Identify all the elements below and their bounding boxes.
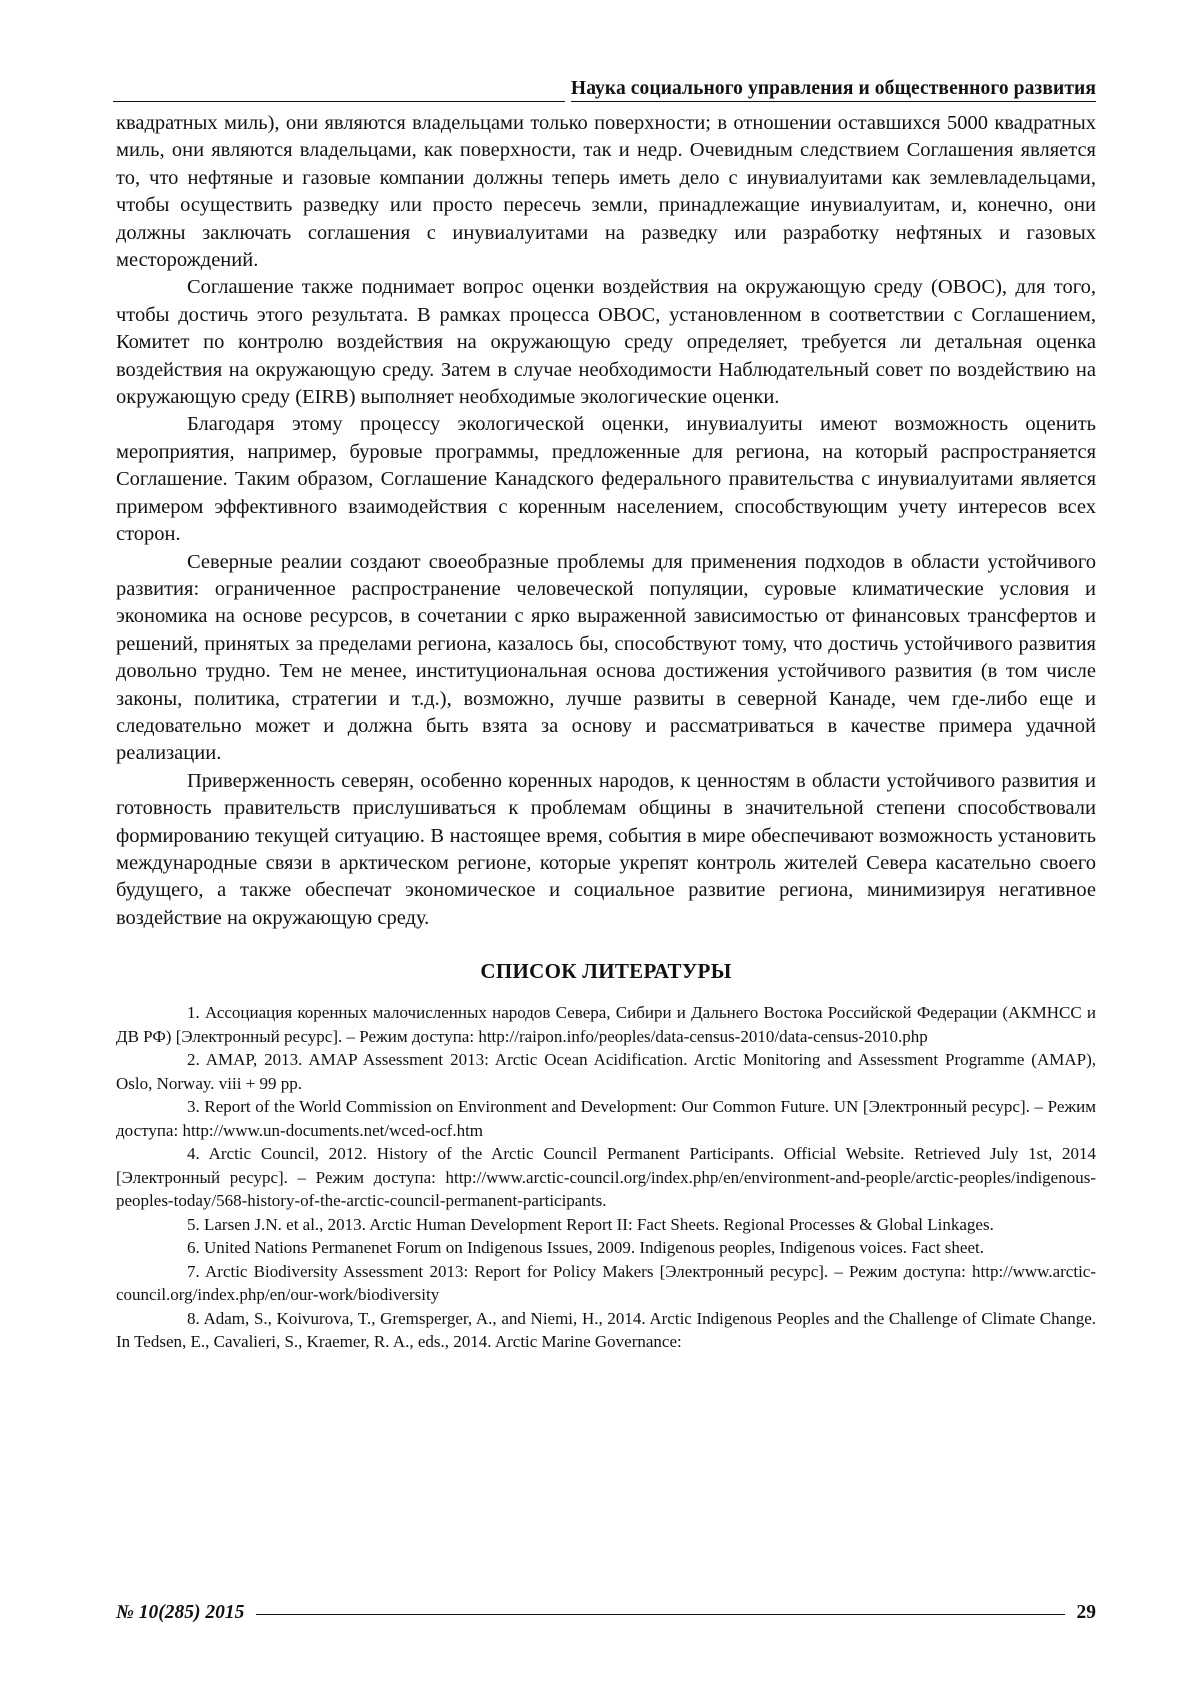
references-list	[116, 1001, 1096, 1354]
reference-item: 8. Adam, S., Koivurova, T., Gremsperger, A., and Niemi, H., 2014. Arctic Indigenous Peoples and the Challenge of Climate Change. In Tedsen, E., Cavalieri, S., Kraemer, R. A., eds., 2014. Arctic Marine Governance:	[116, 1308, 1096, 1352]
journal-title: Наука социального управления и общественного развития	[571, 78, 1096, 102]
reference-item: 3. Report of the World Commission on Environment and Development: Our Common Future. UN [Электронный ресурс]. – Режим доступа: http://www.un-documents.net/wced-ocf.htm	[116, 1097, 1096, 1140]
reference-item: 1. Ассоциация коренных малочисленных народов Севера, Сибири и Дальнего Востока Российской Федерации (АКМНСС и ДВ РФ) [Электронный ресурс]. – Режим доступа: http://raipon.info/peoples/data-census-2010/data-census-2010.php	[116, 1003, 1096, 1046]
page-number: 29	[1076, 1602, 1096, 1623]
footer-rule	[256, 1614, 1064, 1615]
reference-item: 6. United Nations Permanenet Forum on Indigenous Issues, 2009. Indigenous peoples, Indigenous voices. Fact sheet.	[187, 1238, 984, 1258]
body-paragraph: Приверженность северян, особенно коренных народов, к ценностям в области устойчивого развития и готовность правительств прислушиваться к проблемам общины в значительной степени способствовали формированию текущей ситуацию. В настоящее время, события в мире обеспечивают возможность установить международные связи в арктическом регионе, которые укрепят контроль жителей Севера касательно своего будущего, а также обеспечат экономическое и социальное развитие региона, минимизируя негативное воздействие на окружающую среду.	[116, 769, 1096, 929]
references-heading: СПИСОК ЛИТЕРАТУРЫ	[480, 959, 732, 984]
body-paragraph: Северные реалии создают своеобразные проблемы для применения подходов в области устойчивого развития: ограниченное распространение человеческой популяции, суровые климатические условия и экономика на основе ресурсов, в сочетании с ярко выраженной зависимостью от финансовых трансфертов и решений, принятых за пределами региона, казалось бы, способствуют тому, что достичь устойчивого развития довольно трудно. Тем не менее, институциональная основа достижения устойчивого развития (в том числе законы, политика, стратегии и т.д.), возможно, лучше развиты в северной Канаде, чем где-либо еще и следовательно может и должна быть взята за основу и рассматриваться в качестве примера удачной реализации.	[116, 550, 1096, 765]
body-paragraph: квадратных миль), они являются владельцами только поверхности; в отношении оставшихся 5000 квадратных миль, они являются владельцами, как поверхности, так и недр. Очевидным следствием Соглашения является то, что нефтяные и газовые компании должны теперь иметь дело с инувиалуитами как землевладельцами, чтобы осуществить разведку или просто пересечь земли, принадлежащие инувиалуитам, и, конечно, они должны заключать соглашения с инувиалуитами на разведку или разработку нефтяных и газовых месторождений.	[116, 112, 1096, 272]
page-footer	[116, 1602, 1096, 1624]
header-rule	[113, 101, 565, 102]
body-paragraph: Благодаря этому процессу экологической оценки, инувиалуиты имеют возможность оценить мероприятия, например, буровые программы, предложенные для региона, на который распространяется Соглашение. Таким образом, Соглашение Канадского федерального правительства с инувиалуитами является примером эффективного взаимодействия с коренным населением, способствующим учету интересов всех сторон.	[116, 413, 1096, 546]
reference-item: 4. Arctic Council, 2012. History of the Arctic Council Permanent Participants. Official Website. Retrieved July 1st, 2014 [Электронный ресурс]. – Режим доступа: http://www.arctic-council.org/index.php/en/environment-and-people/arctic-peoples/indigenous-peoples-today/568-history-of-the-arctic-council-permanent-participants.	[116, 1144, 1096, 1211]
reference-item: 5. Larsen J.N. et al., 2013. Arctic Human Development Report II: Fact Sheets. Regional Processes & Global Linkages.	[187, 1214, 994, 1234]
running-header	[113, 70, 1096, 102]
reference-item: 7. Arctic Biodiversity Assessment 2013: Report for Policy Makers [Электронный ресурс]. – Режим доступа: http://www.arctic-council.org/index.php/en/our-work/biodiversity	[116, 1261, 1096, 1305]
issue-number: № 10(285) 2015	[116, 1602, 245, 1623]
reference-item: 2. AMAP, 2013. AMAP Assessment 2013: Arctic Ocean Acidification. Arctic Monitoring and Assessment Programme (AMAP), Oslo, Norway. viii + 99 pp.	[116, 1050, 1096, 1093]
article-body	[116, 110, 1096, 932]
body-paragraph: Соглашение также поднимает вопрос оценки воздействия на окружающую среду (ОВОС), для того, чтобы достичь этого результата. В рамках процесса ОВОС, установленном в соответствии с Соглашением, Комитет по контролю воздействия на окружающую среду определяет, требуется ли детальная оценка воздействия на окружающую среду. Затем в случае необходимости Наблюдательный совет по воздействию на окружающую среду (EIRB) выполняет необходимые экологические оценки.	[116, 276, 1096, 409]
